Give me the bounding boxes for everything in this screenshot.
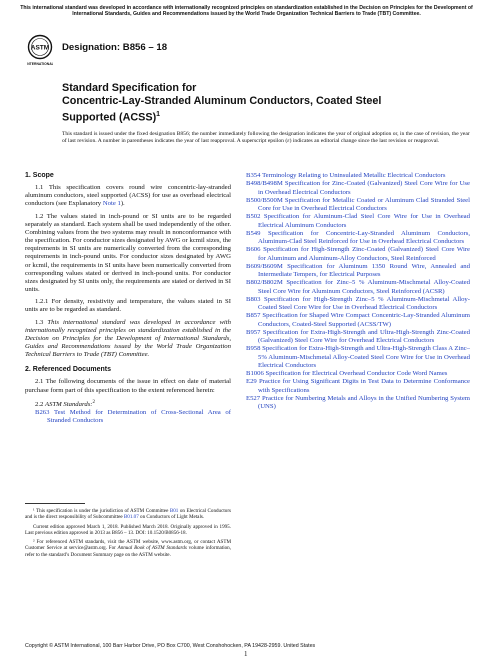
footnote-2: ² For referenced ASTM standards, visit the ASTM website, www.astm.org, or contact ASTM Customer Service at service@astm.org. For Annual Book of ASTM Standards volume information, refer to the standard’s Document Summary page on the ASTM website.: [25, 539, 231, 558]
reference-link[interactable]: B500/B500M: [246, 196, 283, 204]
reference-title: Specification for High-Strength Zinc-Coated (Galvanized) Steel Core Wire for Aluminum and Aluminum-Alloy Conductors, Steel Reinforced: [258, 246, 470, 262]
reference-link[interactable]: E29: [246, 378, 257, 386]
astm-standards-label: 2.2 ASTM Standards:$^2$: [35, 399, 96, 408]
reference-item: [246, 263, 470, 279]
reference-title: Practice for Using Significant Digits in Test Data to Determine Conformance with Specifications: [258, 378, 471, 394]
reference-item: [246, 296, 470, 312]
footnote-divider: [25, 503, 85, 504]
reference-title: Specification for Concentric-Lay-Stranded Aluminum Conductors, Aluminum-Clad Steel Reinforced for Use in Overhead Electrical Conductors: [258, 229, 470, 245]
reference-item: [246, 329, 470, 345]
reference-title: Practice for Numbering Metals and Alloys in the Unified Numbering System (UNS): [258, 394, 470, 410]
title-line-1: Standard Specification for: [62, 82, 197, 94]
reference-item: [246, 197, 470, 213]
copyright-line: Copyright © ASTM International, 100 Barr Harbor Drive, PO Box C700, West Conshohocken, PA 19428-2959. United States: [25, 643, 316, 649]
reference-link[interactable]: B354: [246, 172, 261, 179]
reference-item: [246, 180, 470, 196]
footnotes: [25, 508, 231, 561]
reference-link-b263[interactable]: B263: [35, 409, 50, 417]
reference-title: Specification for Extra-High-Strength and Ultra-High-Strength Class A Zinc–5% Aluminum-Mischmetal Alloy-Coated Steel Core Wire for Use in Overhead Electrical Conductors: [258, 345, 470, 369]
scope-heading: 1. Scope: [25, 172, 54, 179]
reference-link[interactable]: B609/B609M: [246, 262, 283, 270]
reference-list: [246, 172, 470, 411]
reference-item: [246, 378, 470, 394]
subcommittee-b01-07-link[interactable]: B01.07: [123, 514, 139, 521]
reference-link[interactable]: B498/B498M: [246, 180, 283, 188]
page-number: 1: [244, 650, 248, 658]
footnote-1: ¹ This specification is under the jurisdiction of ASTM Committee B01 on Electrical Conductors and is the direct responsibility of Subcommittee B01.07 on Conductors of Light Metals.: [25, 508, 232, 521]
reference-link[interactable]: B803: [246, 295, 261, 303]
scope-1-2: 1.2 The values stated in inch-pound or SI units are to be regarded separately as standard. Each system shall be used independently of the other. Combining values from the two systems may result in nonconformance with the specification. For conductor sizes designated by AWG or kcmil sizes, the requirements in SI units are numerically converted from the corresponding requirements in inch-pound units. For conductor sizes designated by AWG or kcmil, the requirements in SI units have been numerically converted from corresponding values stated or derived in inch-pound units. For conductor sizes designated by SI units only, the requirements are stated or derived in SI units.: [25, 212, 231, 294]
svg-text:ASTM: ASTM: [30, 44, 50, 52]
reference-link[interactable]: B606: [246, 246, 261, 254]
reference-item: [246, 213, 470, 229]
reference-item: [246, 279, 470, 295]
reference-title: Specification for Shaped Wire Compact Concentric-Lay-Stranded Aluminum Conductors, Coated-Steel Supported (ACSS/TW): [258, 312, 471, 328]
referenced-documents-heading: 2. Referenced Documents: [25, 366, 111, 374]
reference-item-b263: B263 Test Method for Determination of Cross-Sectional Area of Stranded Conductors: [35, 409, 232, 425]
international-standard-notice: This international standard was developed in accordance with internationally recognized principles on standardization established in the Decision on Principles for the Development of International Standards, Guides and Recommendations issued by the World Trade Organization Technical Barriers to Trade (TBT) Committee.: [20, 5, 473, 18]
committee-b01-link[interactable]: B01: [169, 508, 179, 514]
reference-item: [246, 370, 470, 378]
reference-link[interactable]: B502: [246, 213, 261, 221]
reference-item: [246, 312, 470, 328]
scope-1-3: 1.3 This international standard was developed in accordance with internationally recognized principles on standardization established in the Decision on Principles for the Development of International Standards, Guides and Recommendations issued by the World Trade Organization Technical Barriers to Trade (TBT) Committee.: [25, 318, 231, 359]
reference-link[interactable]: E527: [246, 394, 261, 402]
svg-text:INTERNATIONAL: INTERNATIONAL: [27, 62, 53, 66]
referenced-2-1: 2.1 The following documents of the issue in effect on date of material purchase form part of this specification to the extent referenced herein:: [25, 378, 231, 394]
scope-1-2-1: 1.2.1 For density, resistivity and temperature, the values stated in SI units are to be regarded as standard.: [25, 298, 231, 314]
reference-title: Specification for Aluminum-Clad Steel Core Wire for Use in Overhead Electrical Aluminum Conductors: [258, 213, 470, 229]
astm-logo: [27, 33, 53, 69]
title-line-2: Concentric-Lay-Stranded Aluminum Conductors, Coated Steel Supported (ACSS)$^1$: [62, 95, 382, 124]
footnote-1-approval: Current edition approved March 1, 2018. Published March 2018. Originally approved in 1995. Last previous edition approved in 2013 as B856 – 13. DOI: 10.1520/B0856-18.: [25, 523, 231, 536]
reference-link[interactable]: B1006: [246, 370, 264, 377]
reference-title: Terminology Relating to Uninsulated Metallic Electrical Conductors: [262, 172, 446, 179]
reference-title: Specification for Extra-High-Strength and Ultra-High-Strength Zinc-Coated (Galvanized) Steel Core Wire for Overhead Electrical Conductors: [258, 328, 470, 344]
designation: Designation: B856 – 18: [62, 42, 168, 53]
reference-title: Specification for Zinc-Coated (Galvanized) Steel Core Wire for Use in Overhead Electrical Conductors: [258, 180, 470, 196]
reference-title: Specification for Electrical Overhead Conductor Code Word Names: [265, 370, 448, 377]
reference-title: Specification for Zinc–5 % Aluminum-Mischmetal Alloy-Coated Steel Core Wire for Aluminum Conductors, Steel Reinforced (ACSR): [258, 279, 470, 295]
scope-1-1: 1.1 This specification covers round wire concentric-lay-stranded aluminum conductors, steel supported (ACSS) for use as overhead electrical conductors (see Explanatory Note 1).: [25, 184, 231, 208]
reference-title: Specification for Aluminum 1350 Round Wire, Annealed and Intermediate Tempers, for Electrical Purposes: [258, 262, 470, 278]
reference-link[interactable]: B857: [246, 312, 261, 320]
reference-link[interactable]: B957: [246, 328, 261, 336]
reference-item: [246, 172, 470, 180]
reference-link[interactable]: B958: [246, 345, 261, 353]
reference-link[interactable]: B549: [246, 229, 261, 237]
document-title: [62, 82, 392, 125]
reference-title: Specification for High-Strength Zinc–5 % Aluminum-Mischmetal Alloy-Coated Steel Core Wire for Use in Overhead Electrical Conductors: [258, 295, 471, 311]
note-1-link[interactable]: Note 1: [102, 200, 121, 208]
reference-item: [246, 395, 470, 411]
title-footnote-marker: 1: [156, 111, 161, 118]
reference-item: [246, 345, 470, 369]
reference-link[interactable]: B802/B802M: [246, 279, 283, 287]
left-column: [25, 172, 231, 426]
reference-item: [246, 230, 470, 246]
reference-title: Specification for Metallic Coated or Aluminum Clad Stranded Steel Core for Use in Overhead Electrical Conductors: [258, 196, 471, 212]
issuance-note: This standard is issued under the fixed designation B856; the number immediately following the designation indicates the year of original adoption or, in the case of revision, the year of last revision. A number in parentheses indicates the year of last reapproval. A superscript epsilon (ε) indicates an editorial change since the last revision or reapproval.: [62, 131, 470, 145]
reference-item: [246, 246, 470, 262]
